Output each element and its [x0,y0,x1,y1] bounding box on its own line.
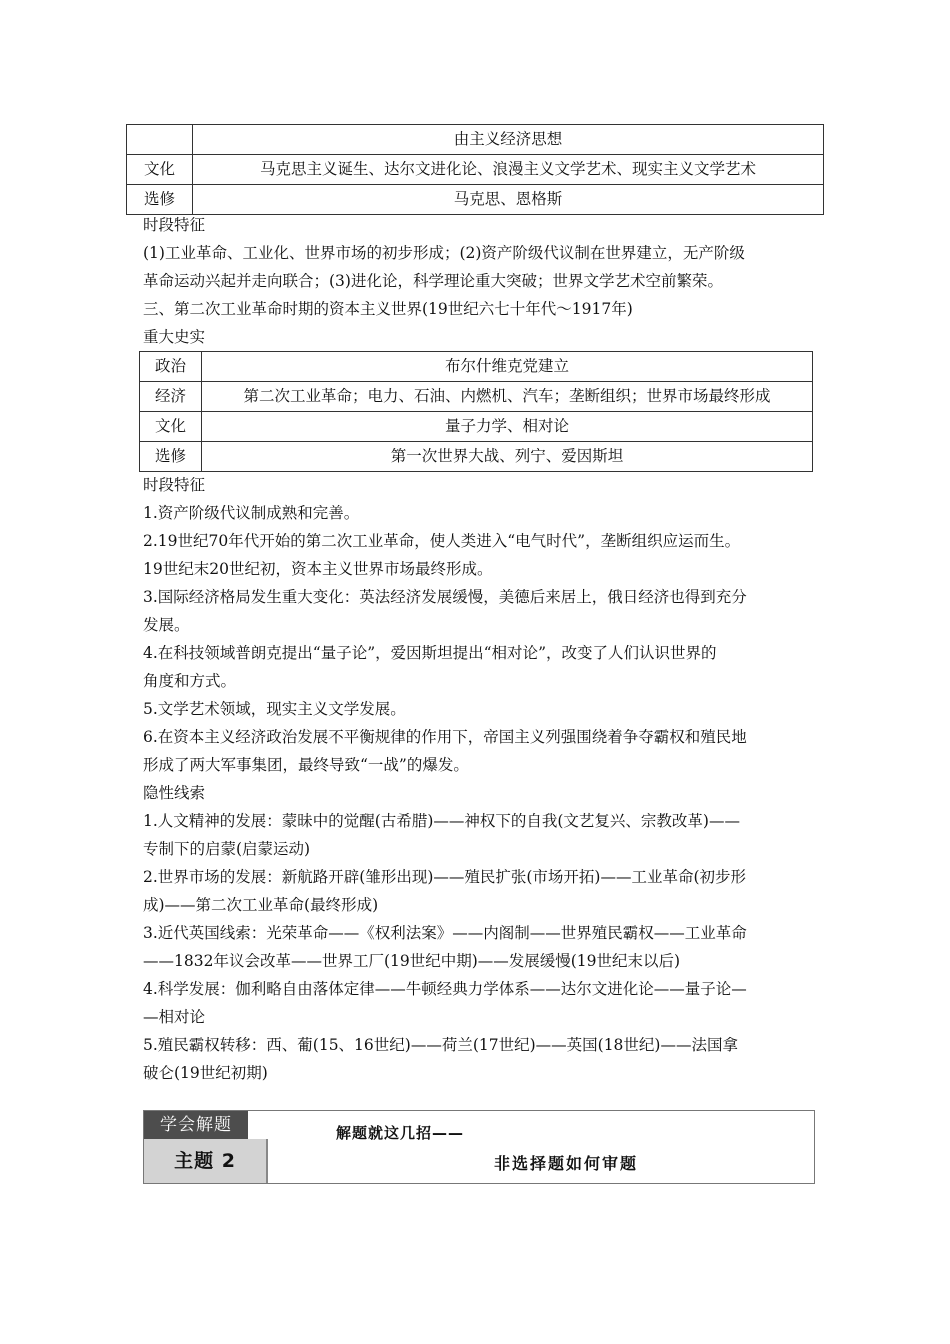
banner-title-line1: 解题就这几招—— [336,1124,465,1142]
table-1 [126,124,824,215]
paragraph-line: 1.资产阶级代议制成熟和完善。 [143,504,360,522]
paragraph-line: 2.19世纪70年代开始的第二次工业革命，使人类进入“电气时代”，垄断组织应运而生。 [143,532,741,550]
paragraph-line: 革命运动兴起并走向联合；(3)进化论，科学理论重大突破；世界文学艺术空前繁荣。 [143,272,723,290]
banner-tag-bottom: 主题 2 [144,1139,266,1183]
row-content: 量子力学、相对论 [202,412,813,442]
row-label: 选修 [127,185,193,215]
paragraph-line: ——1832年议会改革——世界工厂(19世纪中期)——发展缓慢(19世纪末以后) [143,952,681,970]
topic-banner [143,1110,815,1184]
paragraph-line: 发展。 [143,616,190,634]
paragraph-line: 1.人文精神的发展：蒙昧中的觉醒(古希腊)——神权下的自我(文艺复兴、宗教改革)—— [143,812,740,830]
table-2 [139,351,813,472]
row-label: 经济 [140,382,202,412]
paragraph-line: (1)工业革命、工业化、世界市场的初步形成；(2)资产阶级代议制在世界建立，无产阶级 [143,244,745,262]
table-row [140,352,813,382]
banner-title-line2: 非选择题如何审题 [494,1154,639,1173]
paragraph-line: 角度和方式。 [143,672,237,690]
row-content: 由主义经济思想 [193,125,824,155]
row-label [127,125,193,155]
paragraph-line: 专制下的启蒙(启蒙运动) [143,840,311,858]
paragraph-line: 成)——第二次工业革命(最终形成) [143,896,379,914]
section-heading: 隐性线索 [143,784,206,802]
row-content: 马克思、恩格斯 [193,185,824,215]
paragraph-line: 4.在科技领域普朗克提出“量子论”，爱因斯坦提出“相对论”，改变了人们认识世界的 [143,644,717,662]
paragraph-line: 4.科学发展：伽利略自由落体定律——牛顿经典力学体系——达尔文进化论——量子论— [143,980,747,998]
section-heading: 时段特征 [143,476,206,494]
table-row [140,412,813,442]
row-label: 文化 [127,155,193,185]
row-content: 布尔什维克党建立 [202,352,813,382]
paragraph-line: 破仑(19世纪初期) [143,1064,268,1082]
row-content: 第二次工业革命；电力、石油、内燃机、汽车；垄断组织；世界市场最终形成 [202,382,813,412]
paragraph-line: 3.国际经济格局发生重大变化：英法经济发展缓慢，美德后来居上，俄日经济也得到充分 [143,588,747,606]
paragraph-line: 2.世界市场的发展：新航路开辟(雏形出现)——殖民扩张(市场开拓)——工业革命(初步形 [143,868,747,886]
table-row [140,382,813,412]
section-subheading: 重大史实 [143,328,206,346]
table-row [127,155,824,185]
table-row [140,442,813,472]
paragraph-line: 5.文学艺术领域，现实主义文学发展。 [143,700,406,718]
row-label: 文化 [140,412,202,442]
table-row [127,125,824,155]
row-content: 第一次世界大战、列宁、爱因斯坦 [202,442,813,472]
section-heading: 时段特征 [143,216,206,234]
row-content: 马克思主义诞生、达尔文进化论、浪漫主义文学艺术、现实主义文学艺术 [193,155,824,185]
paragraph-line: 3.近代英国线索：光荣革命——《权利法案》——内阁制——世界殖民霸权——工业革命 [143,924,747,942]
section-title: 三、第二次工业革命时期的资本主义世界(19世纪六七十年代～1917年) [143,300,633,318]
paragraph-line: 5.殖民霸权转移：西、葡(15、16世纪)——荷兰(17世纪)——英国(18世纪)——法国拿 [143,1036,738,1054]
banner-tag-top: 学会解题 [144,1111,248,1139]
table-row [127,185,824,215]
banner-divider [266,1139,268,1183]
paragraph-line: 19世纪末20世纪初，资本主义世界市场最终形成。 [143,560,493,578]
paragraph-line: 形成了两大军事集团，最终导致“一战”的爆发。 [143,756,469,774]
row-label: 政治 [140,352,202,382]
row-label: 选修 [140,442,202,472]
paragraph-line: —相对论 [143,1008,206,1026]
paragraph-line: 6.在资本主义经济政治发展不平衡规律的作用下，帝国主义列强围绕着争夺霸权和殖民地 [143,728,747,746]
